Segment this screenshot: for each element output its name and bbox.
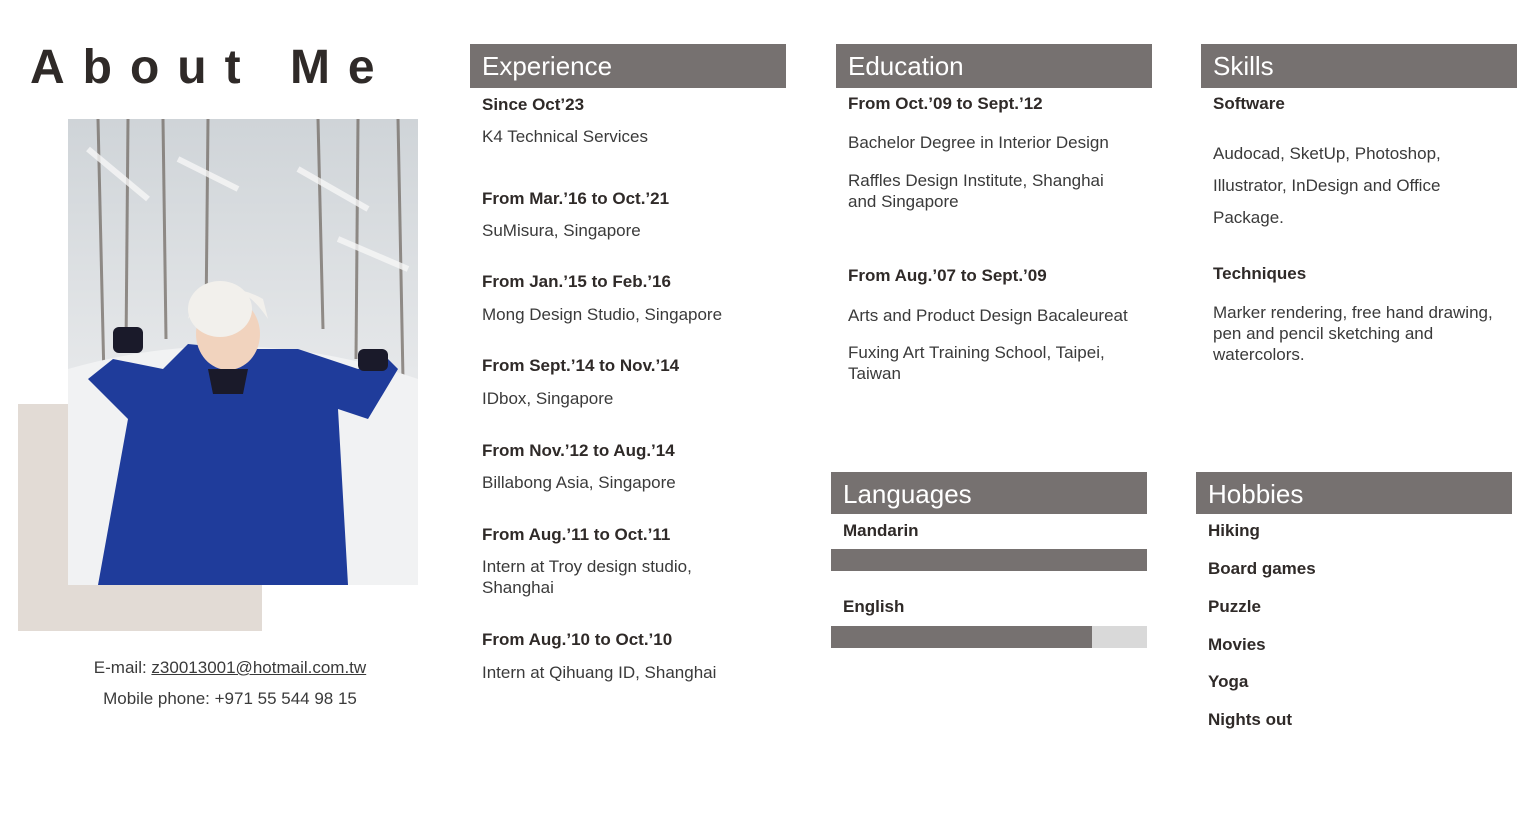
experience-place: Intern at Qihuang ID, Shanghai: [482, 663, 717, 682]
experience-place: Mong Design Studio, Singapore: [482, 305, 723, 324]
hobby-item: Puzzle: [1208, 597, 1261, 616]
education-school: Fuxing Art Training School, Taipei, Taiwan: [848, 343, 1105, 383]
experience-period: From Aug.’11 to Oct.’11: [482, 525, 671, 544]
software-label: Software: [1213, 94, 1285, 113]
language-level-bar: [831, 549, 1147, 571]
experience-period: From Mar.’16 to Oct.’21: [482, 189, 670, 208]
email-link[interactable]: z30013001@hotmail.com.tw: [151, 658, 367, 677]
experience-header: Experience: [470, 44, 786, 88]
language-name: Mandarin: [843, 521, 919, 540]
techniques-text: Marker rendering, free hand drawing, pen and pencil sketching and watercolors.: [1213, 303, 1493, 364]
hobby-item: Movies: [1208, 635, 1266, 654]
language-name: English: [843, 597, 905, 616]
software-text: Audocad, SketUp, Photoshop, Illustrator, InDesign and Office Package.: [1213, 144, 1441, 227]
language-level-bar: [831, 626, 1147, 648]
experience-place: K4 Technical Services: [482, 127, 648, 146]
experience-place: SuMisura, Singapore: [482, 221, 641, 240]
education-degree: Arts and Product Design Bacaleureat: [848, 306, 1128, 325]
experience-period: Since Oct’23: [482, 95, 585, 114]
education-header: Education: [836, 44, 1152, 88]
education-period: From Aug.’07 to Sept.’09: [848, 266, 1047, 285]
experience-period: From Jan.’15 to Feb.’16: [482, 272, 671, 291]
education-degree: Bachelor Degree in Interior Design: [848, 133, 1109, 152]
education-period: From Oct.’09 to Sept.’12: [848, 94, 1043, 113]
experience-place: IDbox, Singapore: [482, 389, 614, 408]
experience-place: Billabong Asia, Singapore: [482, 473, 676, 492]
email-line: [18, 658, 442, 678]
techniques-label: Techniques: [1213, 264, 1307, 283]
experience-period: From Nov.’12 to Aug.’14: [482, 441, 675, 460]
language-level-fill: [831, 549, 1147, 571]
languages-header: Languages: [831, 472, 1147, 514]
hobby-item: Nights out: [1208, 710, 1293, 729]
language-level-fill: [831, 626, 1092, 648]
hobby-item: Board games: [1208, 559, 1316, 578]
education-school: Raffles Design Institute, Shanghai and Singapore: [848, 171, 1104, 211]
hobby-item: Hiking: [1208, 521, 1260, 540]
page-title: About Me: [30, 41, 393, 94]
profile-photo: [68, 119, 418, 585]
experience-place: Intern at Troy design studio, Shanghai: [482, 557, 692, 597]
phone-line: Mobile phone: +971 55 544 98 15: [103, 689, 357, 708]
experience-period: From Sept.’14 to Nov.’14: [482, 356, 680, 375]
skills-header: Skills: [1201, 44, 1517, 88]
hobby-item: Yoga: [1208, 672, 1249, 691]
email-label: E-mail:: [93, 658, 152, 677]
experience-period: From Aug.’10 to Oct.’10: [482, 630, 673, 649]
hobbies-header: Hobbies: [1196, 472, 1512, 514]
